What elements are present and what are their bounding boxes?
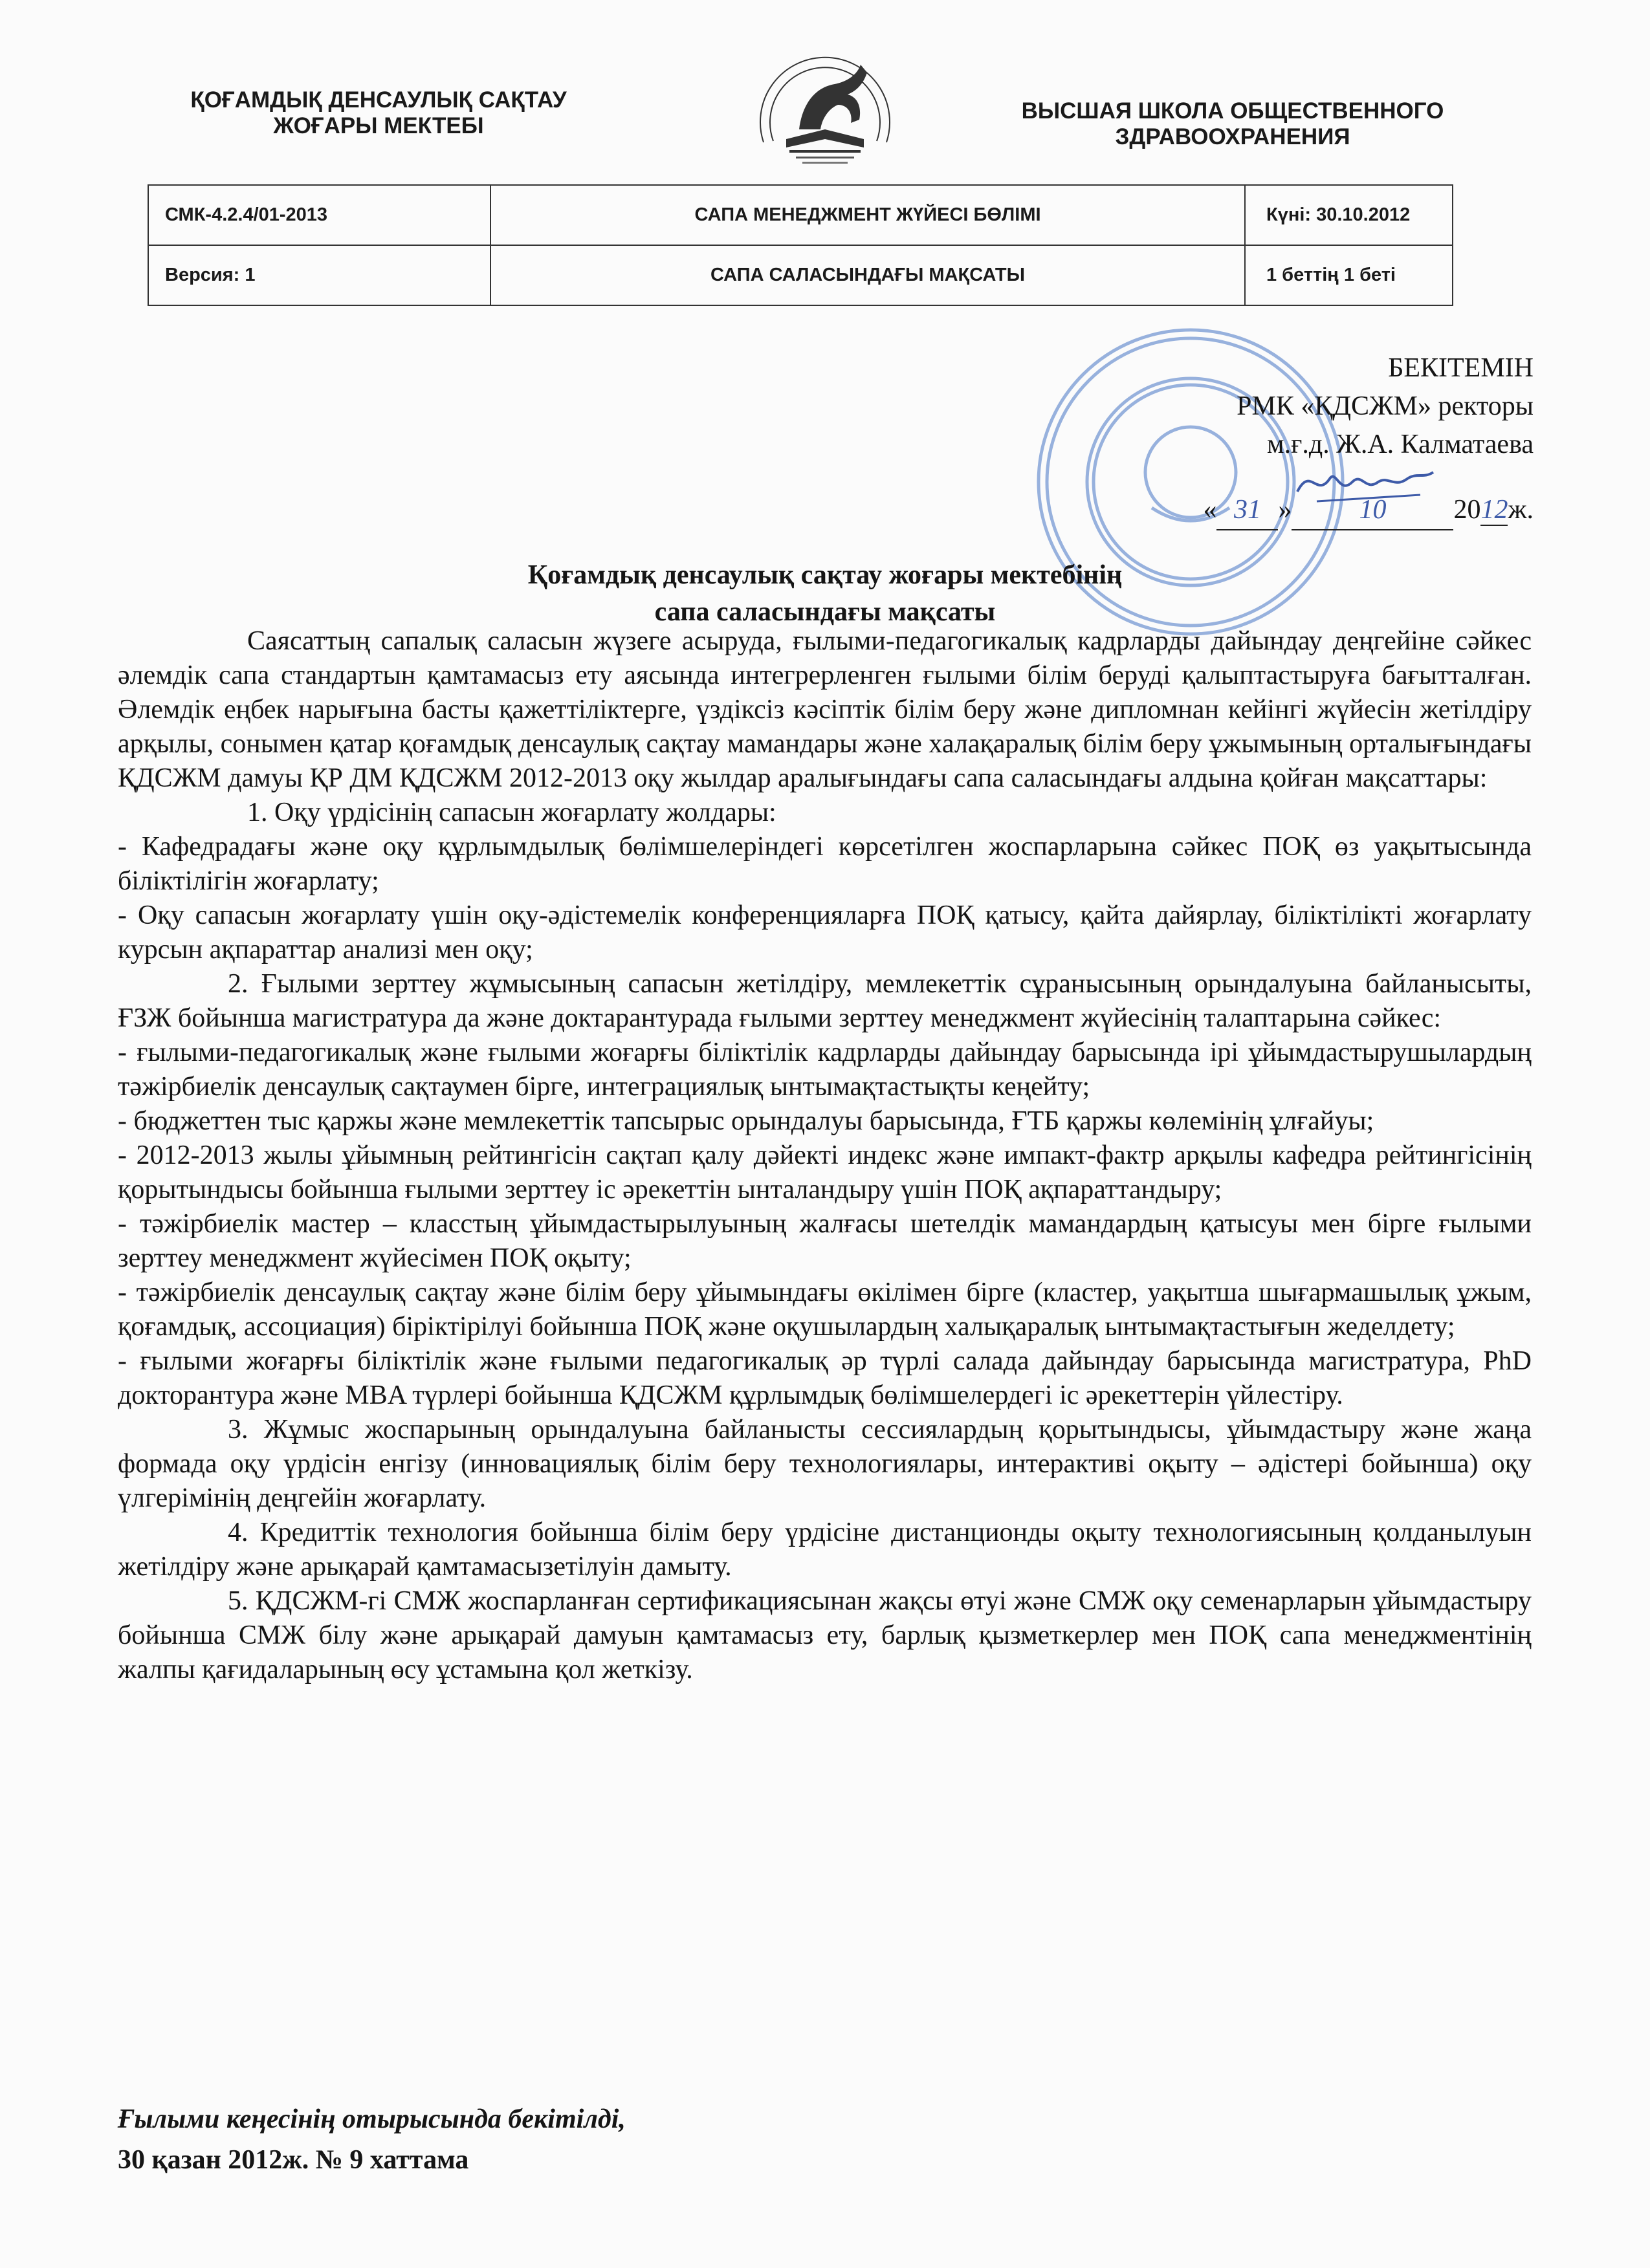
goal-4-paragraph: 4. Кредиттік технология бойынша білім беру үрдісіне дистанционды оқыту технологиясының қолданылуын жетілдіру және арықарай қамтамасызетілуін дамыту. <box>118 1518 1532 1582</box>
doc-version: Версия: 1 <box>148 245 490 305</box>
school-logo-icon <box>738 32 912 181</box>
goal-5-paragraph: 5. ҚДСЖМ-гі СМЖ жоспарланған сертификациясынан жақсы өтуі және СМЖ оқу семенарларын ұйымдастыру бойынша СМЖ білу және арықарай дамуын қамтамасыз ету, барлық қызметкерлер мен ПОҚ сапа менеджментінің жалпы қағидаларының өсу ұстамына қол жеткізу. <box>118 1586 1532 1685</box>
goal-2-item: - 2012-2013 жылы ұйымның рейтингісін сақтап қалу дәйекті индекс және импакт-фактр арқылы кафедра рейтингісінің қорытындысы бойынша ғылыми зерттеу іс әрекеттін ынталандыру үшін ПОҚ ақпараттандыру; <box>118 1140 1532 1205</box>
document-body <box>118 624 1532 1687</box>
goal-2-item: - бюджеттен тыс қаржы және мемлекеттік тапсырыс орындалуы барысында, ҒТБ қаржы көлемінің ұлғайуы; <box>118 1106 1374 1136</box>
approval-position: РМК «ҚДСЖМ» ректоры <box>1237 391 1534 421</box>
doc-code: СМК-4.2.4/01-2013 <box>148 185 490 245</box>
goal-2-item: - ғылыми-педагогикалық және ғылыми жоғарғы біліктілік кадрларды дайындау барысында ірі ұйымдастырушылардың тәжірбиелік денсаулық сақтаумен бірге, интеграциялық ынтымақтастықты кеңейту; <box>118 1038 1532 1102</box>
goal-2-item: - тәжірбиелік мастер – класстың ұйымдастырылуының жалғасы шетелдік мамандардың қатысуы мен бірге ғылыми зерттеу менеджмент жүйесімен ПОҚ оқыту; <box>118 1209 1532 1273</box>
department-name: САПА МЕНЕДЖМЕНТ ЖҮЙЕСІ БӨЛІМІ <box>490 185 1245 245</box>
goal-2-item: - ғылыми жоғарғы біліктілік және ғылыми педагогикалық әр түрлі салада дайындау барысында магистратура, PhD докторантура және MBA түрлері бойынша ҚДСЖМ құрлымдық бөлімшелердегі іс әрекеттерін үйлестіру. <box>118 1346 1532 1410</box>
meta-row <box>148 185 1453 245</box>
header-right <box>996 98 1469 149</box>
approval-month: 10 <box>1292 491 1453 530</box>
approval-year-prefix: 20 <box>1453 495 1481 525</box>
intro-paragraph: Саясаттың сапалық саласын жүзеге асыруда, ғылыми-педагогикалық кадрларды дайындау деңгейіне сәйкес әлемдік сапа стандартын қамтамасыз ету аясында интегрерленген ғылыми білім беруді қалыптастыруға бағытталған. Әлемдік еңбек нарығына басты қажеттіліктерге, үздіксіз кәсіптік білім беру және дипломнан кейінгі жүйесін жетілдіру арқылы, сонымен қатар қоғамдық денсаулық сақтау мамандары және халақаралық білім беру ұжымының орталығындағы ҚДСЖМ дамуы ҚР ДМ ҚДСЖМ 2012-2013 оқу жылдар аралығындағы сапа саласындағы алдына қойған мақсаттары: <box>118 626 1532 793</box>
header-right-line2: ЗДРАВООХРАНЕНИЯ <box>1115 124 1350 149</box>
approval-name: м.ғ.д. Ж.А. Калматаева <box>1267 430 1534 459</box>
goal-1-heading: 1. Оқу үрдісінің сапасын жоғарлату жолдары: <box>247 798 776 827</box>
approval-footer <box>118 2099 626 2181</box>
header-left <box>155 87 602 138</box>
goal-1-item: - Кафедрадағы және оқу құрлымдылық бөлімшелеріндегі көрсетілген жоспарларына сәйкес ПОҚ өз уақытысында біліктілігін жоғарлату; <box>118 832 1532 896</box>
approval-year-suffix: 12 <box>1480 495 1508 525</box>
approval-day: 31 <box>1216 491 1278 530</box>
header-left-line1: ҚОҒАМДЫҚ ДЕНСАУЛЫҚ САҚТАУ <box>190 87 567 113</box>
approval-year-end: ж. <box>1508 495 1534 525</box>
footer-line2: 30 қазан 2012ж. № 9 хаттама <box>118 2145 469 2175</box>
goal-2-heading: 2. Ғылыми зерттеу жұмысының сапасын жетілдіру, мемлекеттік сұранысының орындалуына байланысыты, ҒЗЖ бойынша магистратура да және доктарантурада ғылыми зерттеу менеджмент жүйесінің талаптарына сәйкес: <box>118 969 1532 1033</box>
document-heading-line1: Қоғамдық денсаулық сақтау жоғары мектебінің <box>527 560 1123 590</box>
goal-3-paragraph: 3. Жұмыс жоспарының орындалуына байланысты сессиялардың қорытындысы, ұйымдастыру және жаңа формада оқу үрдісін енгізу (инновациялық білім беру технологиялары, интерактиві оқыту – әдістері бойынша) оқу үлгерімінің деңгейін жоғарлату. <box>118 1415 1532 1513</box>
doc-title: САПА САЛАСЫНДАҒЫ МАҚСАТЫ <box>490 245 1245 305</box>
document-heading-line2: сапа саласындағы мақсаты <box>654 597 996 627</box>
approval-title: БЕКІТЕМІН <box>1388 353 1534 383</box>
signature-icon <box>1291 453 1440 511</box>
approval-date: « 31 » 10 2012ж. <box>1203 491 1534 530</box>
goal-2-item: - тәжірбиелік денсаулық сақтау және білім беру ұйымындағы өкілімен бірге (кластер, уақытша шығармашылық ұжым, қоғамдық, ассоциация) біріктірілуі бойынша ПОҚ және оқушылардың халықаралық ынтымақтастығын жеделдету; <box>118 1278 1532 1342</box>
footer-line1: Ғылыми кеңесінің отырысында бекітілді, <box>118 2104 626 2134</box>
doc-date: Күні: 30.10.2012 <box>1245 185 1453 245</box>
page-count: 1 беттің 1 беті <box>1245 245 1453 305</box>
goal-1-item: - Оқу сапасын жоғарлату үшін оқу-әдістемелік конференцияларға ПОҚ қатысу, қайта дайярлау, біліктілікті жоғарлату курсын ақпараттар анализі мен оқу; <box>118 900 1532 965</box>
header-right-line1: ВЫСШАЯ ШКОЛА ОБЩЕСТВЕННОГО <box>1021 98 1444 124</box>
header-left-line2: ЖОҒАРЫ МЕКТЕБІ <box>273 113 484 138</box>
document-meta-table <box>148 184 1453 306</box>
meta-row <box>148 245 1453 305</box>
